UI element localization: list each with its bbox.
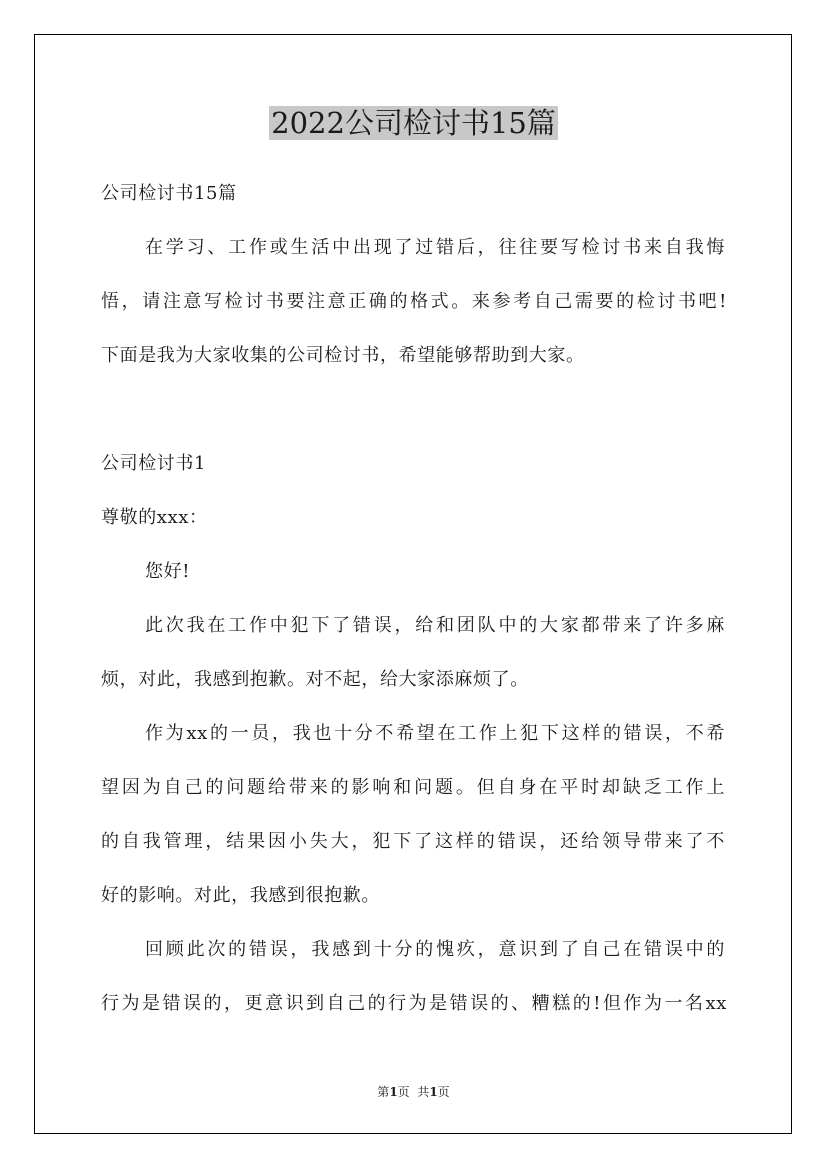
body-line-7: 回顾此次的错误，我感到十分的愧疚，意识到了自己在错误中的 <box>145 939 725 960</box>
document-title-text: 2022公司检讨书15篇 <box>271 106 556 140</box>
body-line-4: 望因为自己的问题给带来的影响和问题。但自身在平时却缺乏工作上 <box>101 777 725 798</box>
intro-line-3: 下面是我为大家收集的公司检讨书，希望能够帮助到大家。 <box>101 345 585 366</box>
body-line-6: 好的影响。对此，我感到很抱歉。 <box>101 885 380 906</box>
body-line-1: 此次我在工作中犯下了错误，给和团队中的大家都带来了许多麻 <box>145 615 725 636</box>
body-line-8: 行为是错误的，更意识到自己的行为是错误的、糟糕的!但作为一名xx <box>101 993 727 1014</box>
body-line-2: 烦，对此，我感到抱歉。对不起，给大家添麻烦了。 <box>101 669 529 690</box>
footer-suffix: 页 <box>437 1085 450 1099</box>
footer-middle: 页 共 <box>397 1085 430 1099</box>
intro-line-2: 悟，请注意写检讨书要注意正确的格式。来参考自己需要的检讨书吧! <box>101 291 727 312</box>
document-title <box>0 101 827 145</box>
footer-total-pages: 1 <box>429 1085 438 1099</box>
salutation: 尊敬的xxx： <box>101 507 208 528</box>
subtitle-line: 公司检讨书15篇 <box>101 183 237 204</box>
page-footer <box>0 1083 827 1101</box>
greeting: 您好! <box>145 561 191 582</box>
body-line-3: 作为xx的一员，我也十分不希望在工作上犯下这样的错误，不希 <box>145 723 725 744</box>
footer-prefix: 第 <box>377 1085 390 1099</box>
intro-line-1: 在学习、工作或生活中出现了过错后，往往要写检讨书来自我悔 <box>145 237 725 258</box>
body-line-5: 的自我管理，结果因小失大，犯下了这样的错误，还给领导带来了不 <box>101 831 725 852</box>
footer-page-number: 1 <box>389 1085 398 1099</box>
section-heading: 公司检讨书1 <box>101 453 207 474</box>
